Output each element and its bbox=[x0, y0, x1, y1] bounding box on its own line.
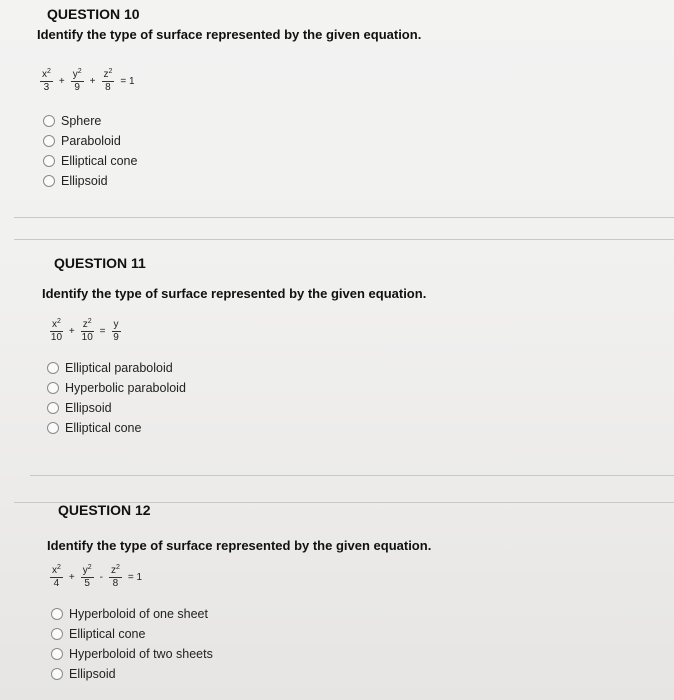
answer-option[interactable] bbox=[43, 111, 137, 131]
answer-option-label: Elliptical cone bbox=[61, 154, 138, 168]
answer-option[interactable] bbox=[47, 358, 186, 378]
fraction-numerator: $z^2$ bbox=[103, 68, 113, 80]
answer-option-label: Hyperboloid of two sheets bbox=[69, 647, 213, 661]
radio-button[interactable] bbox=[51, 608, 63, 620]
fraction-denominator: 3 bbox=[43, 82, 50, 93]
fraction-denominator: 4 bbox=[53, 578, 60, 589]
answer-options bbox=[43, 111, 137, 191]
radio-button[interactable] bbox=[47, 402, 59, 414]
fraction-numerator: $z^2$ bbox=[82, 318, 92, 330]
divider bbox=[14, 217, 674, 218]
answer-option-label: Ellipsoid bbox=[69, 667, 116, 681]
answer-option[interactable] bbox=[43, 171, 137, 191]
fraction-denominator: 5 bbox=[84, 578, 90, 589]
radio-button[interactable] bbox=[43, 135, 55, 147]
equation-fraction bbox=[50, 566, 63, 589]
answer-option[interactable] bbox=[47, 418, 186, 438]
fraction-numerator: y bbox=[113, 319, 119, 330]
equation-operator: - bbox=[99, 572, 103, 583]
answer-options bbox=[51, 604, 213, 684]
answer-option[interactable] bbox=[43, 151, 137, 171]
equation-fraction bbox=[71, 70, 84, 93]
answer-option[interactable] bbox=[51, 604, 213, 624]
equation-fraction bbox=[81, 320, 94, 343]
radio-button[interactable] bbox=[47, 422, 59, 434]
answer-option-label: Hyperboloid of one sheet bbox=[69, 607, 208, 621]
equation-operator: + bbox=[68, 572, 75, 583]
equation-fraction bbox=[40, 70, 53, 93]
question-prompt: Identify the type of surface represented by the given equation. bbox=[42, 286, 427, 301]
equation-operator: + bbox=[89, 76, 96, 87]
question-title: QUESTION 10 bbox=[47, 6, 140, 22]
exponent: 2 bbox=[47, 68, 51, 75]
answer-option-label: Paraboloid bbox=[61, 134, 121, 148]
fraction-denominator: 9 bbox=[113, 332, 119, 343]
answer-option[interactable] bbox=[47, 378, 186, 398]
exponent: 2 bbox=[108, 68, 113, 75]
fraction-numerator: $x^2$ bbox=[52, 318, 61, 330]
equation-rhs: = 1 bbox=[127, 572, 143, 583]
answer-option-label: Sphere bbox=[61, 114, 102, 128]
question-prompt: Identify the type of surface represented by the given equation. bbox=[47, 538, 432, 553]
equation-operator: = bbox=[99, 326, 106, 337]
equation-fraction bbox=[50, 320, 63, 343]
equation bbox=[47, 320, 124, 343]
fraction-numerator: $y^2$ bbox=[72, 68, 82, 80]
fraction-denominator: 8 bbox=[112, 578, 119, 589]
exponent: 2 bbox=[116, 564, 120, 571]
question-title: QUESTION 11 bbox=[54, 255, 146, 271]
answer-option-label: Ellipsoid bbox=[61, 174, 108, 188]
divider bbox=[30, 475, 674, 476]
question-prompt: Identify the type of surface represented by the given equation. bbox=[37, 27, 422, 42]
exponent: 2 bbox=[87, 564, 92, 571]
fraction-numerator: $x^2$ bbox=[42, 68, 51, 80]
radio-button[interactable] bbox=[43, 175, 55, 187]
exponent: 2 bbox=[57, 564, 61, 571]
radio-button[interactable] bbox=[43, 115, 55, 127]
question-title: QUESTION 12 bbox=[58, 502, 151, 518]
answer-option-label: Ellipsoid bbox=[65, 401, 112, 415]
answer-option[interactable] bbox=[51, 644, 213, 664]
radio-button[interactable] bbox=[51, 668, 63, 680]
fraction-denominator: 10 bbox=[81, 332, 93, 343]
equation-operator: + bbox=[68, 326, 75, 337]
radio-button[interactable] bbox=[47, 382, 59, 394]
equation bbox=[37, 70, 138, 93]
answer-option-label: Elliptical cone bbox=[65, 421, 142, 435]
radio-button[interactable] bbox=[47, 362, 59, 374]
answer-option[interactable] bbox=[43, 131, 137, 151]
equation-fraction bbox=[112, 320, 121, 343]
fraction-denominator: 10 bbox=[50, 332, 63, 343]
equation-fraction bbox=[81, 566, 94, 589]
answer-option-label: Elliptical cone bbox=[69, 627, 146, 641]
fraction-denominator: 9 bbox=[74, 82, 80, 93]
equation-fraction bbox=[102, 70, 115, 93]
equation-fraction bbox=[109, 566, 122, 589]
radio-button[interactable] bbox=[43, 155, 55, 167]
answer-option[interactable] bbox=[51, 664, 213, 684]
radio-button[interactable] bbox=[51, 648, 63, 660]
answer-option[interactable] bbox=[51, 624, 213, 644]
fraction-numerator: $y^2$ bbox=[82, 564, 92, 576]
fraction-numerator: $z^2$ bbox=[111, 564, 120, 576]
answer-option-label: Elliptical paraboloid bbox=[65, 361, 173, 375]
fraction-numerator: $x^2$ bbox=[52, 564, 61, 576]
equation-rhs: = 1 bbox=[120, 76, 135, 87]
radio-button[interactable] bbox=[51, 628, 63, 640]
answer-options bbox=[47, 358, 186, 438]
answer-option-label: Hyperbolic paraboloid bbox=[65, 381, 186, 395]
divider bbox=[14, 239, 674, 240]
answer-option[interactable] bbox=[47, 398, 186, 418]
exponent: 2 bbox=[77, 68, 82, 75]
exponent: 2 bbox=[57, 318, 61, 325]
fraction-denominator: 8 bbox=[105, 82, 111, 93]
equation bbox=[47, 566, 145, 589]
exponent: 2 bbox=[87, 318, 92, 325]
equation-operator: + bbox=[58, 76, 65, 87]
